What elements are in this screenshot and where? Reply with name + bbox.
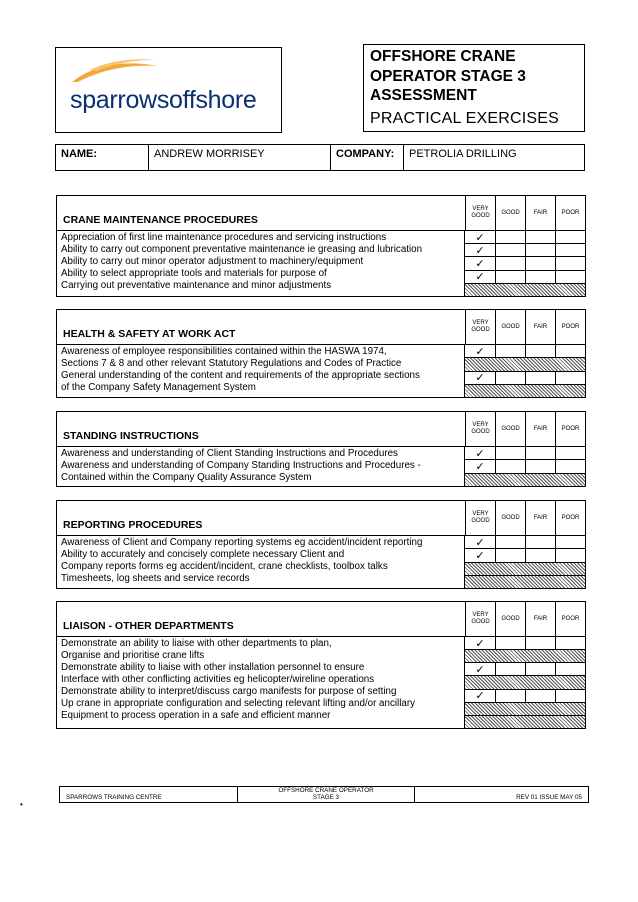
rating-row [465, 345, 585, 358]
rating-cell [495, 257, 525, 269]
rating-column-header: POOR [555, 501, 585, 535]
check-mark-icon: ✓ [475, 447, 485, 460]
rating-cell [525, 447, 555, 459]
rating-grid [465, 447, 585, 486]
rating-cell [495, 231, 525, 243]
shaded-row [465, 358, 585, 370]
margin-dot: • [20, 800, 23, 809]
rating-cell [525, 231, 555, 243]
very-good-cell [465, 271, 495, 283]
section-title: LIAISON - OTHER DEPARTMENTS [63, 620, 234, 632]
section-4 [56, 601, 586, 729]
rating-cell [495, 345, 525, 357]
section-1 [56, 309, 586, 398]
rating-cell [555, 271, 585, 283]
rating-cell [525, 345, 555, 357]
check-mark-icon: ✓ [475, 372, 485, 385]
rating-cell [525, 244, 555, 256]
rating-cell [525, 536, 555, 548]
rating-cell [495, 690, 525, 702]
very-good-cell [465, 549, 495, 561]
criteria-line: of the Company Safety Management System [61, 382, 256, 393]
rating-row [465, 549, 585, 562]
rating-column-header: GOOD [495, 501, 525, 535]
shaded-row [465, 716, 585, 728]
rating-cell [555, 231, 585, 243]
section-title: HEALTH & SAFETY AT WORK ACT [63, 328, 236, 340]
rating-column-header: GOOD [495, 412, 525, 446]
rating-cell [495, 271, 525, 283]
section-header [57, 412, 585, 447]
section-title: STANDING INSTRUCTIONS [63, 430, 199, 442]
logo-swoosh-icon [70, 56, 160, 86]
criteria-line: Demonstrate ability to liaise with other installation personnel to ensure [61, 662, 365, 673]
check-mark-icon: ✓ [475, 345, 485, 358]
rating-row [465, 690, 585, 703]
rating-column-header: VERY GOOD [465, 310, 495, 344]
rating-column-header: GOOD [495, 602, 525, 636]
very-good-cell [465, 663, 495, 675]
rating-column-header: FAIR [525, 412, 555, 446]
rating-column-header: FAIR [525, 196, 555, 230]
candidate-info-row [55, 144, 585, 171]
rating-column-header: POOR [555, 196, 585, 230]
criteria-line: Demonstrate ability to interpret/discuss cargo manifests for purpose of setting [61, 686, 397, 697]
very-good-cell [465, 536, 495, 548]
section-title: REPORTING PROCEDURES [63, 519, 203, 531]
company-value: PETROLIA DRILLING [409, 148, 517, 160]
rating-column-header: FAIR [525, 602, 555, 636]
rating-cell [525, 663, 555, 675]
criteria-line: Carrying out preventative maintenance and minor adjustments [61, 280, 332, 291]
rating-column-header: POOR [555, 310, 585, 344]
shaded-row [465, 576, 585, 588]
rating-cell [555, 372, 585, 384]
rating-cell [495, 372, 525, 384]
section-3 [56, 500, 586, 589]
criteria-line: Awareness of employee responsibilities contained within the HASWA 1974, [61, 346, 387, 357]
very-good-cell [465, 231, 495, 243]
rating-column-header: FAIR [525, 501, 555, 535]
criteria-line: Awareness and understanding of Client Standing Instructions and Procedures [61, 448, 398, 459]
criteria-line: Awareness and understanding of Company Standing Instructions and Procedures - [61, 460, 421, 471]
criteria-line: Equipment to process operation in a safe and efficient manner [61, 710, 331, 721]
rating-column-header: GOOD [495, 310, 525, 344]
rating-row [465, 663, 585, 676]
rating-cell [525, 460, 555, 472]
shaded-row [465, 385, 585, 397]
rating-grid [465, 637, 585, 728]
section-header [57, 310, 585, 345]
rating-column-header: VERY GOOD [465, 501, 495, 535]
criteria-line: Ability to accurately and concisely complete necessary Client and [61, 549, 345, 560]
rating-row [465, 676, 585, 689]
rating-cell [525, 372, 555, 384]
document-title-line-3: ASSESSMENT [370, 87, 477, 104]
rating-cell [555, 447, 585, 459]
rating-cell [555, 690, 585, 702]
criteria-line: General understanding of the content and requirements of the appropriate sections [61, 370, 420, 381]
check-mark-icon: ✓ [475, 271, 485, 284]
section-header [57, 501, 585, 536]
section-title: CRANE MAINTENANCE PROCEDURES [63, 214, 258, 226]
rating-row [465, 231, 585, 244]
rating-cell [495, 460, 525, 472]
criteria-text [57, 447, 465, 486]
very-good-cell [465, 257, 495, 269]
very-good-cell [465, 244, 495, 256]
rating-cell [495, 637, 525, 649]
check-mark-icon: ✓ [475, 663, 485, 676]
rating-row [465, 244, 585, 257]
rating-row [465, 358, 585, 371]
rating-row [465, 460, 585, 473]
criteria-line: Appreciation of first line maintenance procedures and servicing instructions [61, 232, 387, 243]
rating-column-header: FAIR [525, 310, 555, 344]
criteria-text [57, 345, 465, 397]
shaded-row [465, 676, 585, 688]
footer-left: SPARROWS TRAINING CENTRE [60, 787, 238, 802]
criteria-line: Ability to carry out component preventative maintenance ie greasing and lubrication [61, 244, 423, 255]
rating-row [465, 716, 585, 728]
logo-text: sparrowsoffshore [70, 86, 257, 114]
rating-row [465, 271, 585, 284]
rating-row [465, 703, 585, 716]
criteria-line: Ability to select appropriate tools and materials for purpose of [61, 268, 327, 279]
name-label: NAME: [56, 145, 149, 170]
rating-cell [495, 663, 525, 675]
rating-cell [555, 244, 585, 256]
criteria-line: Ability to carry out minor operator adjustment to machinery/equipment [61, 256, 364, 267]
criteria-line: Company reports forms eg accident/incident, crane checklists, toolbox talks [61, 561, 388, 572]
rating-cell [495, 244, 525, 256]
document-subtitle: PRACTICAL EXERCISES [370, 109, 560, 127]
rating-cell [495, 549, 525, 561]
rating-cell [495, 447, 525, 459]
rating-row [465, 474, 585, 486]
rating-cell [555, 345, 585, 357]
rating-row [465, 385, 585, 397]
very-good-cell [465, 637, 495, 649]
rating-cell [555, 460, 585, 472]
footer-center [238, 787, 415, 802]
page-footer [59, 786, 589, 803]
rating-cell [525, 257, 555, 269]
check-mark-icon: ✓ [475, 690, 485, 703]
rating-column-header: VERY GOOD [465, 412, 495, 446]
section-0 [56, 195, 586, 297]
footer-center-line-2: STAGE 3 [312, 794, 340, 801]
criteria-line: Interface with other conflicting activities eg helicopter/wireline operations [61, 674, 375, 685]
rating-column-header: VERY GOOD [465, 602, 495, 636]
shaded-row [465, 474, 585, 486]
very-good-cell [465, 460, 495, 472]
rating-cell [555, 663, 585, 675]
rating-column-header: POOR [555, 412, 585, 446]
rating-cell [525, 637, 555, 649]
rating-row [465, 563, 585, 576]
very-good-cell [465, 690, 495, 702]
rating-cell [555, 549, 585, 561]
rating-grid [465, 345, 585, 397]
criteria-text [57, 231, 465, 296]
rating-row [465, 576, 585, 588]
rating-row [465, 257, 585, 270]
rating-row [465, 650, 585, 663]
rating-row [465, 447, 585, 460]
criteria-line: Timesheets, log sheets and service records [61, 573, 250, 584]
rating-cell [495, 536, 525, 548]
criteria-line: Up crane in appropriate configuration and selecting relevant lifting and/or ancillary [61, 698, 415, 709]
rating-cell [525, 271, 555, 283]
shaded-row [465, 563, 585, 575]
rating-grid [465, 231, 585, 296]
criteria-line: Contained within the Company Quality Assurance System [61, 472, 312, 483]
very-good-cell [465, 345, 495, 357]
rating-cell [555, 257, 585, 269]
check-mark-icon: ✓ [475, 244, 485, 257]
section-header [57, 196, 585, 231]
section-header [57, 602, 585, 637]
section-2 [56, 411, 586, 487]
rating-cell [555, 637, 585, 649]
check-mark-icon: ✓ [475, 637, 485, 650]
rating-cell [525, 549, 555, 561]
footer-center-line-1: OFFSHORE CRANE OPERATOR [278, 787, 374, 794]
footer-right: REV 01 ISSUE MAY 05 [516, 794, 582, 801]
criteria-line: Sections 7 & 8 and other relevant Statutory Regulations and Codes of Practice [61, 358, 402, 369]
check-mark-icon: ✓ [475, 549, 485, 562]
rating-row [465, 536, 585, 549]
company-label: COMPANY: [331, 145, 404, 170]
criteria-line: Awareness of Client and Company reporting systems eg accident/incident reporting [61, 537, 423, 548]
very-good-cell [465, 372, 495, 384]
check-mark-icon: ✓ [475, 536, 485, 549]
company-logo [55, 47, 282, 133]
shaded-row [465, 284, 585, 296]
document-title-line-1: OFFSHORE CRANE [370, 48, 516, 65]
shaded-row [465, 703, 585, 715]
rating-column-header: GOOD [495, 196, 525, 230]
criteria-text [57, 536, 465, 588]
rating-row [465, 372, 585, 385]
very-good-cell [465, 447, 495, 459]
criteria-line: Demonstrate an ability to liaise with other departments to plan, [61, 638, 332, 649]
rating-row [465, 284, 585, 296]
check-mark-icon: ✓ [475, 257, 485, 270]
rating-row [465, 637, 585, 650]
rating-grid [465, 536, 585, 588]
shaded-row [465, 650, 585, 662]
criteria-text [57, 637, 465, 728]
document-title-box [363, 44, 585, 132]
rating-cell [525, 690, 555, 702]
check-mark-icon: ✓ [475, 461, 485, 473]
criteria-line: Organise and prioritise crane lifts [61, 650, 205, 661]
rating-column-header: VERY GOOD [465, 196, 495, 230]
document-title-line-2: OPERATOR STAGE 3 [370, 67, 526, 85]
rating-cell [555, 536, 585, 548]
name-value: ANDREW MORRISEY [149, 145, 331, 170]
check-mark-icon: ✓ [475, 231, 485, 244]
rating-column-header: POOR [555, 602, 585, 636]
